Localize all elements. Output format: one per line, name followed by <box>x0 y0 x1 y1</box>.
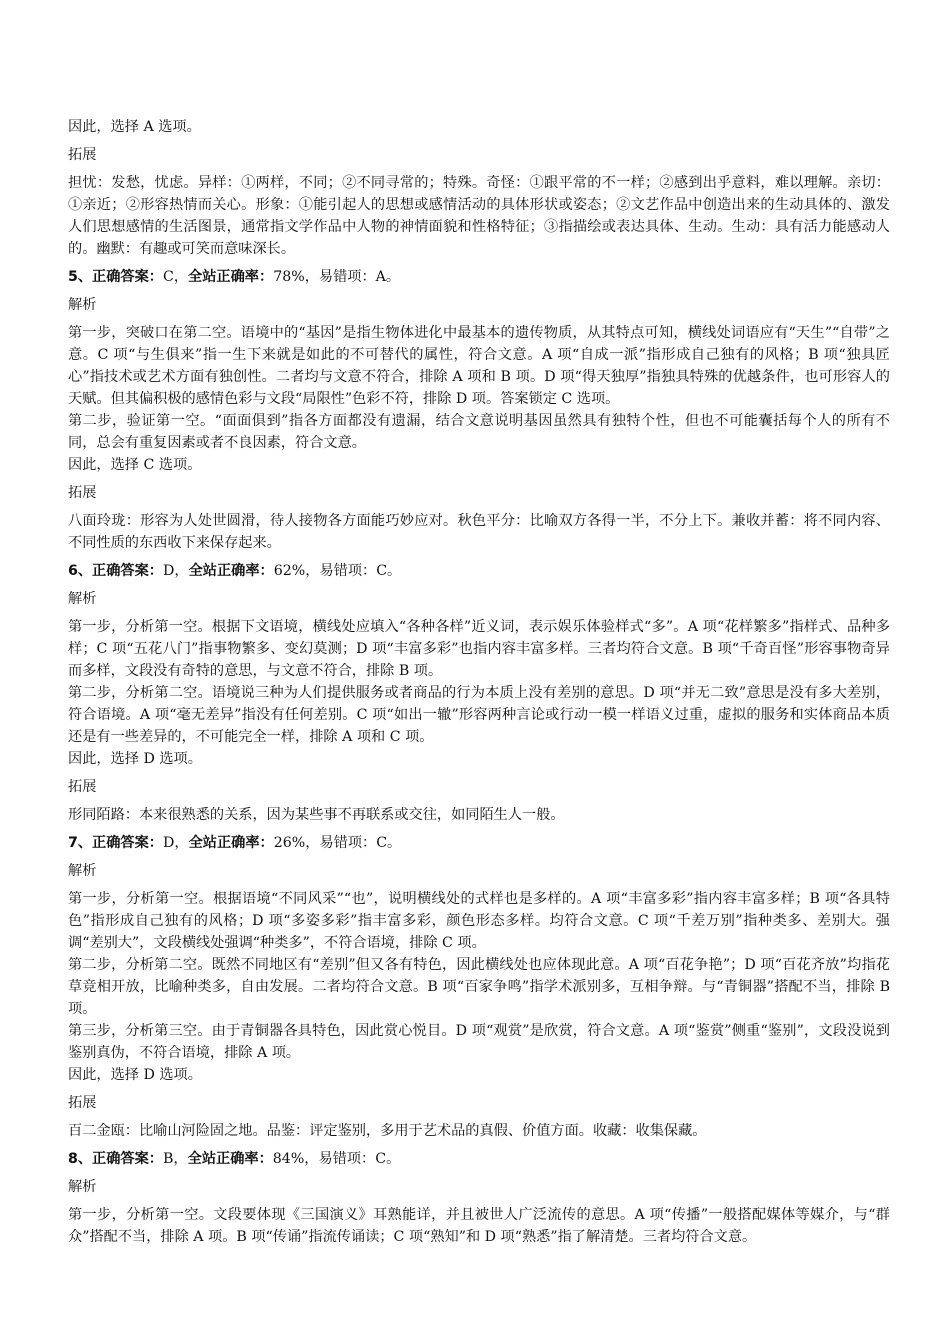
rate-label: 全站正确率： <box>188 563 274 579</box>
answer-line-q7 <box>68 832 890 854</box>
extend-label: 拓展 <box>68 147 97 163</box>
extend-text: 八面玲珑：形容为人处世圆滑，待人接物各方面能巧妙应对。秋色平分：比喻双方各得一半，不分上下。兼收并蓄：将不同内容、不同性质的东西收下来保存起来。 <box>68 513 890 551</box>
answer-line-q6 <box>68 560 890 582</box>
answer-label: 5、正确答案： <box>68 269 163 285</box>
answer-value: C， <box>163 269 189 285</box>
answer-value: B， <box>163 1151 188 1167</box>
analysis-label: 解析 <box>68 863 97 879</box>
answer-label: 7、正确答案： <box>68 835 163 851</box>
analysis-step-2: 第二步，验证第一空。“面面俱到”指各方面都没有遗漏，结合文意说明基因虽然具有独特个性，但也不可能囊括每个人的所有不同，总会有重复因素或者不良因素，符合文意。 <box>68 413 890 451</box>
analysis-step-2: 第二步，分析第二空。语境说三种为人们提供服务或者商品的行为本质上没有差别的意思。D 项“并无二致”意思是没有多大差别，符合语境。A 项“毫无差异”指没有任何差别。C 项“如出一辙”形容两种言论或行动一模一样语义过重，虚拟的服务和实体商品本质还是有一些差异的，不可能完全一样，排除 A 项和 C 项。 <box>68 685 890 745</box>
answer-label: 6、正确答案： <box>68 563 163 579</box>
extend-text: 百二金瓯：比喻山河险固之地。品鉴：评定鉴别，多用于艺术品的真假、价值方面。收藏：收集保藏。 <box>68 1123 707 1139</box>
extend-label: 拓展 <box>68 779 97 795</box>
extend-label: 拓展 <box>68 1095 97 1111</box>
rate-label: 全站正确率： <box>188 835 274 851</box>
document-page <box>68 116 890 1248</box>
rate-value: 62%，易错项：C。 <box>273 563 402 579</box>
analysis-step-1: 第一步，分析第一空。根据语境“不同风采”“也”，说明横线处的式样也是多样的。A 项“丰富多彩”指内容丰富多样；B 项“各具特色”指形成自己独有的风格；D 项“多姿多彩”指丰富多彩，颜色形态多样。均符合文意。C 项“千差万别”指种类多、差别大。强调“差别大”，文段横线处强调“种类多”，不符合语境，排除 C 项。 <box>68 891 890 951</box>
analysis-step-2: 第二步，分析第二空。既然不同地区有“差别”但又各有特色，因此横线处也应体现此意。A 项“百花争艳”；D 项“百花齐放”均指花草竞相开放，比喻种类多，自由发展。二者均符合文意。B 项“百家争鸣”指学术派别多，互相争辩。与“青铜器”搭配不当，排除 B 项。 <box>68 957 890 1017</box>
rate-label: 全站正确率： <box>187 1151 273 1167</box>
extend-label: 拓展 <box>68 485 97 501</box>
rate-label: 全站正确率： <box>188 269 274 285</box>
conclusion-text: 因此，选择 D 选项。 <box>68 751 202 767</box>
answer-line-q5 <box>68 266 890 288</box>
analysis-label: 解析 <box>68 1179 97 1195</box>
analysis-step-1: 第一步，突破口在第二空。语境中的“基因”是指生物体进化中最基本的遗传物质，从其特点可知，横线处词语应有“天生”“自带”之意。C 项“与生俱来”指一生下来就是如此的不可替代的属性，符合文意。A 项“自成一派”指形成自己独有的风格；B 项“独具匠心”指技术或艺术方面有独创性。二者均与文意不符合，排除 A 项和 B 项。D 项“得天独厚”指独具特殊的优越条件，也可形容人的天赋。但其偏积极的感情色彩与文段“局限性”色彩不符，排除 D 项。答案锁定 C 选项。 <box>68 325 890 407</box>
conclusion-text: 因此，选择 D 选项。 <box>68 1067 202 1083</box>
answer-label: 8、正确答案： <box>68 1151 163 1167</box>
analysis-label: 解析 <box>68 591 97 607</box>
answer-line-q8 <box>68 1148 890 1170</box>
rate-value: 78%，易错项：A。 <box>273 269 401 285</box>
analysis-step-3: 第三步，分析第三空。由于青铜器各具特色，因此赏心悦目。D 项“观赏”是欣赏，符合文意。A 项“鉴赏”侧重“鉴别”，文段没说到鉴别真伪，不符合语境，排除 A 项。 <box>68 1023 890 1061</box>
answer-value: D， <box>163 835 189 851</box>
rate-value: 84%，易错项：C。 <box>272 1151 401 1167</box>
conclusion-text: 因此，选择 A 选项。 <box>68 119 201 135</box>
rate-value: 26%，易错项：C。 <box>273 835 402 851</box>
analysis-step-1: 第一步，分析第一空。文段要体现《三国演义》耳熟能详，并且被世人广泛流传的意思。A 项“传播”一般搭配媒体等媒介，与“群众”搭配不当，排除 A 项。B 项“传诵”指流传诵读；C 项“熟知”和 D 项“熟悉”指了解清楚。三者均符合文意。 <box>68 1207 890 1245</box>
conclusion-text: 因此，选择 C 选项。 <box>68 457 202 473</box>
analysis-label: 解析 <box>68 297 97 313</box>
answer-value: D， <box>163 563 189 579</box>
extend-text: 担忧：发愁，忧虑。异样：①两样，不同；②不同寻常的；特殊。奇怪：①跟平常的不一样；②感到出乎意料，难以理解。亲切：①亲近；②形容热情而关心。形象：①能引起人的思想或感情活动的具体形状或姿态；②文艺作品中创造出来的生动具体的、激发人们思想感情的生活图景，通常指文学作品中人物的神情面貌和性格特征；③指描绘或表达具体、生动。生动：具有活力能感动人的。幽默：有趣或可笑而意味深长。 <box>68 175 890 257</box>
extend-text: 形同陌路：本来很熟悉的关系，因为某些事不再联系或交往，如同陌生人一般。 <box>68 807 565 823</box>
analysis-step-1: 第一步，分析第一空。根据下文语境，横线处应填入“各种各样”近义词，表示娱乐体验样式“多”。A 项“花样繁多”指样式、品种多样；C 项“五花八门”指事物繁多、变幻莫测；D 项“丰富多彩”也指内容丰富多样。三者均符合文意。B 项“千奇百怪”形容事物奇异而多样，文段没有奇特的意思，与文意不符合，排除 B 项。 <box>68 619 890 679</box>
